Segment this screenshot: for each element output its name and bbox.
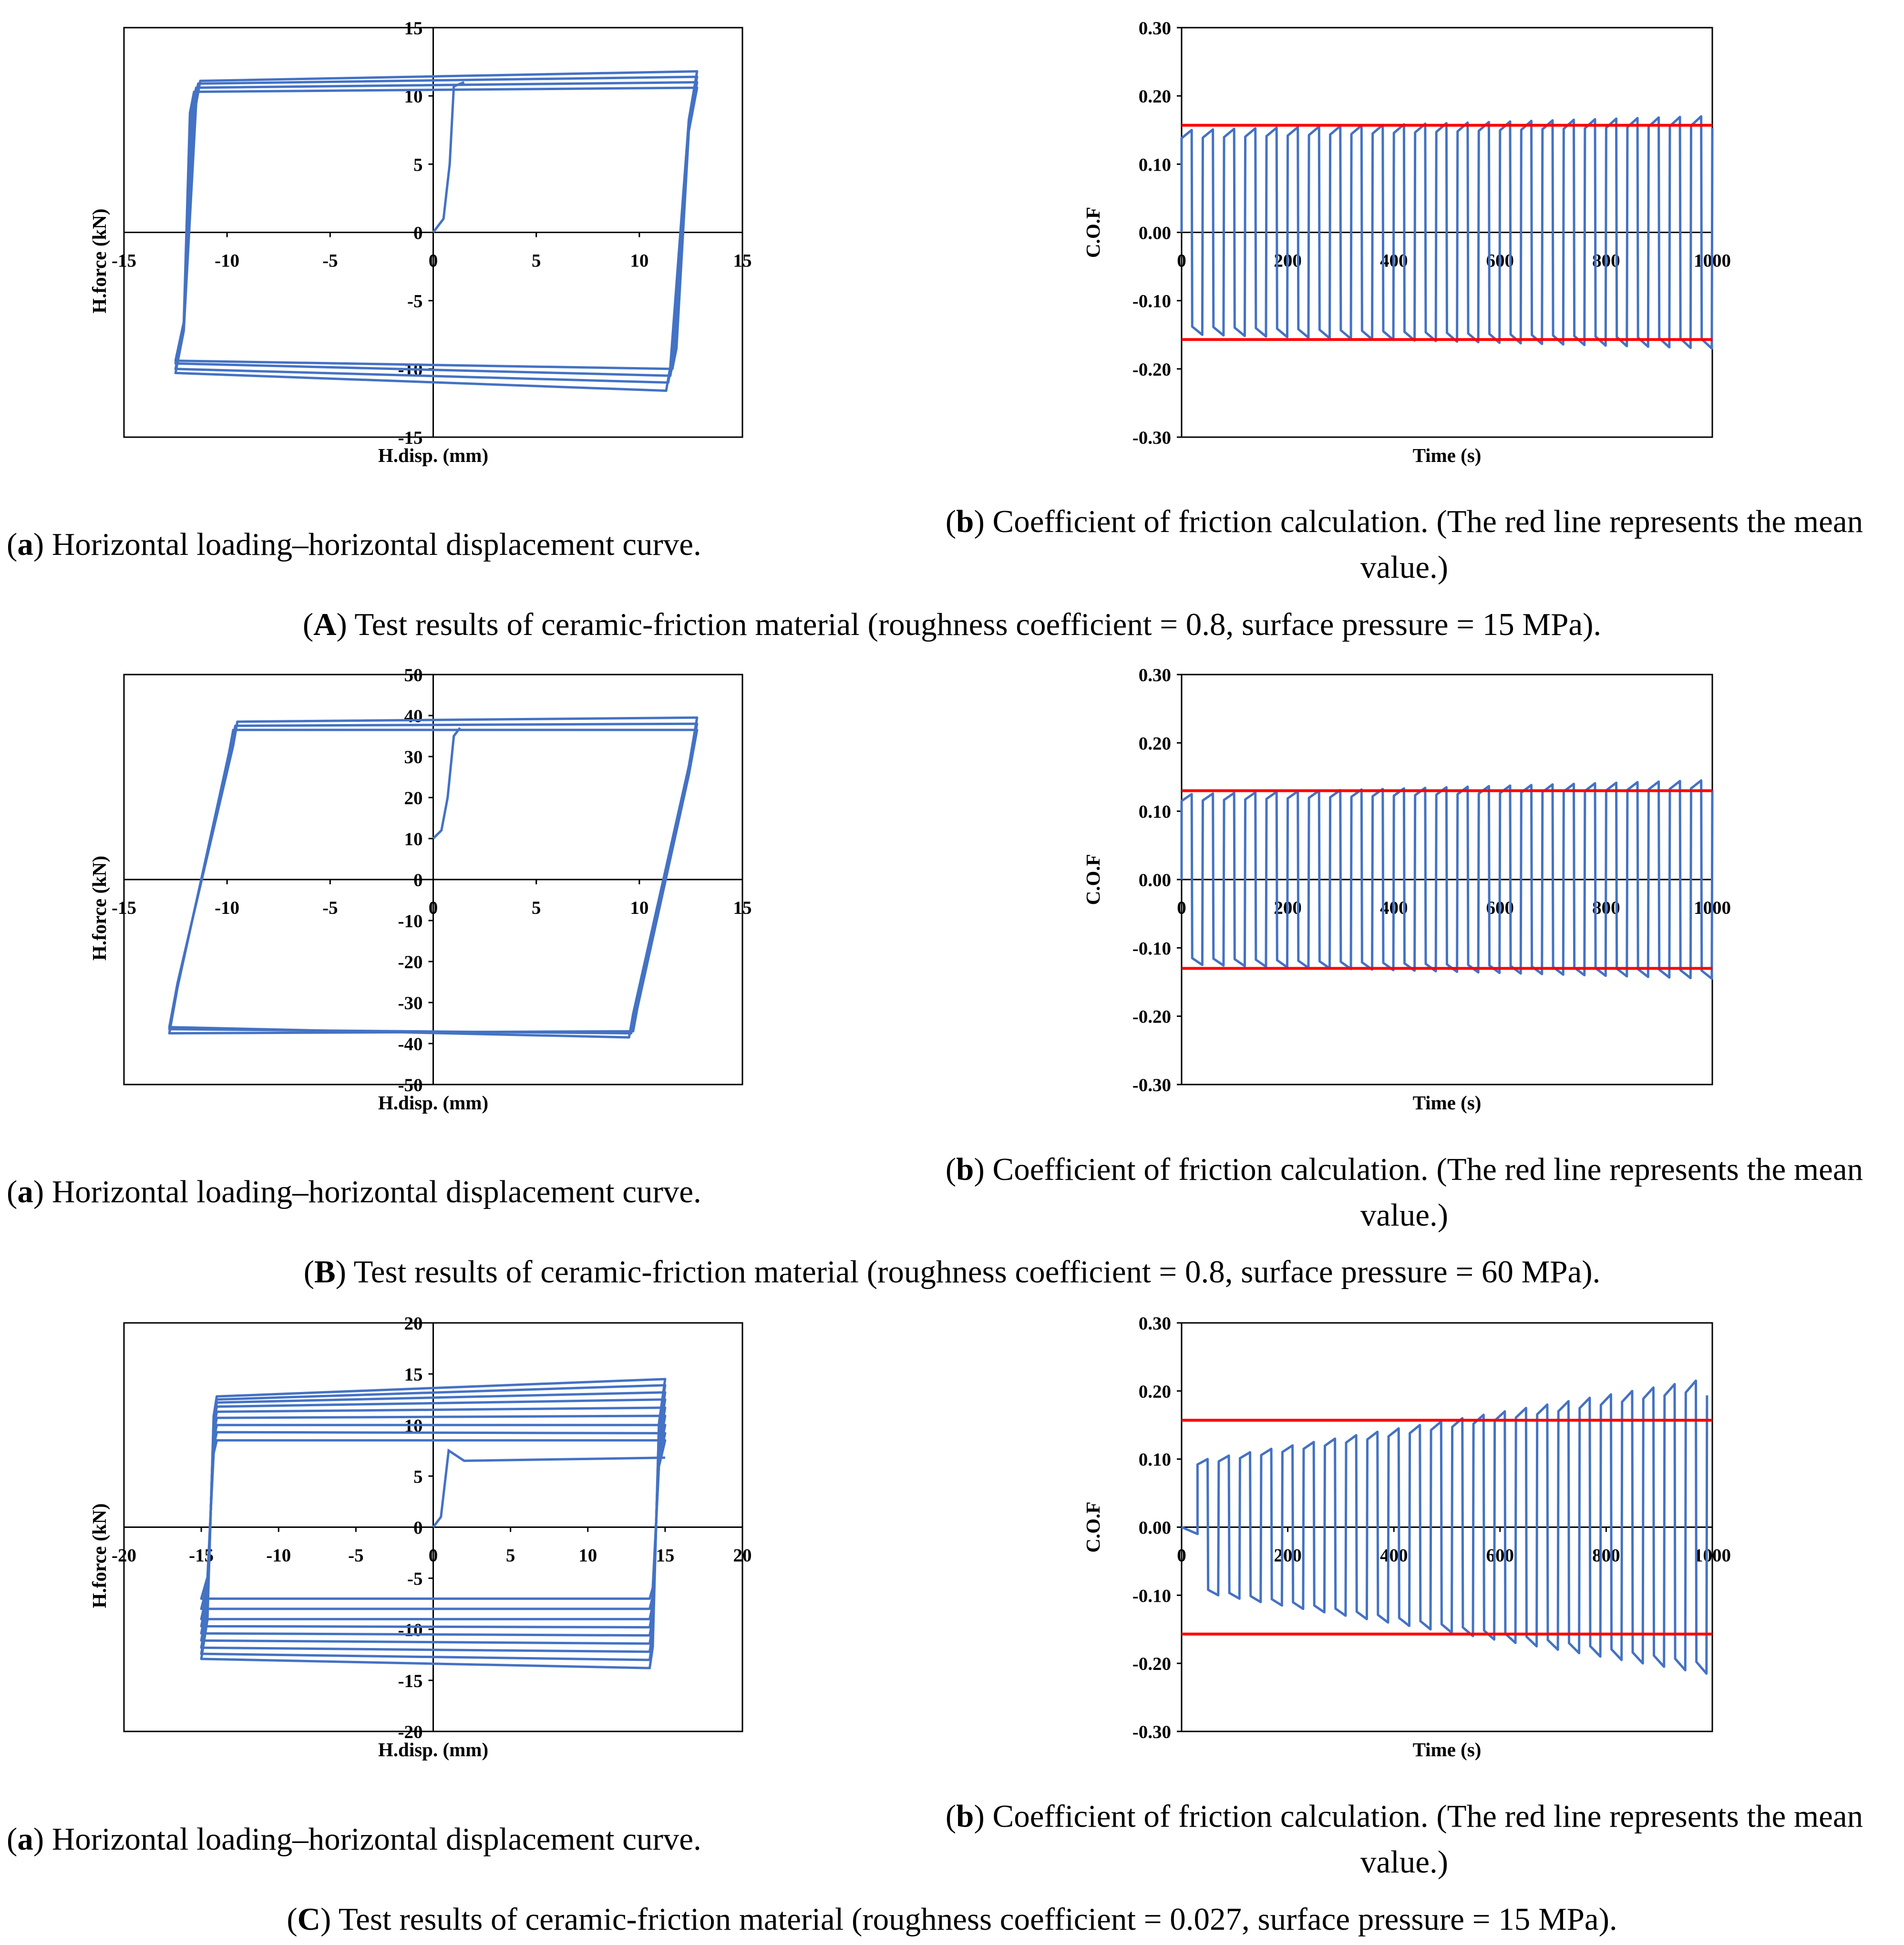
x-tick-label: 0	[1177, 250, 1186, 271]
x-tick-label: 15	[656, 1545, 675, 1566]
y-axis-title: H.force (kN)	[88, 208, 110, 314]
y-tick-label: 15	[404, 18, 423, 39]
x-tick-label: 15	[733, 898, 752, 918]
x-tick-label: -10	[215, 250, 240, 271]
x-tick-label: -5	[322, 250, 338, 271]
y-tick-label: 10	[404, 1415, 423, 1436]
y-tick-label: -0.30	[1132, 1075, 1171, 1095]
caption-b-row1: (b) Coefficient of friction calculation. (The red line represents the mean value.)	[945, 504, 1863, 585]
x-tick-label: -15	[112, 898, 136, 918]
x-tick-label: 5	[531, 898, 541, 918]
y-tick-label: -0.10	[1132, 938, 1171, 959]
x-tick-label: 400	[1379, 250, 1408, 271]
chart-B-b	[1082, 665, 1731, 1114]
y-tick-label: -5	[407, 1568, 423, 1589]
y-tick-label: 0.30	[1138, 1313, 1171, 1334]
x-tick-label: 10	[630, 898, 649, 918]
initial-loading-curve	[433, 82, 464, 233]
y-tick-label: -10	[398, 911, 423, 932]
y-tick-label: 10	[404, 829, 423, 850]
chart-A-a	[88, 18, 752, 466]
x-tick-label: 0	[428, 1545, 438, 1566]
x-tick-label: 600	[1486, 250, 1514, 271]
y-tick-label: 0.20	[1138, 1381, 1171, 1402]
y-tick-label: -20	[398, 952, 423, 972]
y-tick-label: 50	[404, 665, 423, 686]
y-tick-label: -50	[398, 1075, 423, 1095]
y-tick-label: -0.30	[1132, 1722, 1171, 1742]
x-tick-label: -20	[112, 1545, 136, 1566]
y-tick-label: -10	[398, 359, 423, 380]
x-tick-label: 800	[1592, 250, 1620, 271]
x-tick-label: 200	[1274, 250, 1302, 271]
x-tick-label: 400	[1379, 898, 1408, 918]
x-tick-label: 0	[428, 250, 438, 271]
y-tick-label: 0.10	[1138, 1449, 1171, 1470]
x-tick-label: -5	[348, 1545, 364, 1566]
x-tick-label: 400	[1379, 1545, 1408, 1566]
y-tick-label: 20	[404, 788, 423, 809]
y-tick-label: 0.10	[1138, 154, 1171, 175]
x-tick-label: -10	[266, 1545, 291, 1566]
x-tick-label: 5	[505, 1545, 515, 1566]
initial-loading-curve	[433, 1451, 665, 1527]
y-tick-label: -5	[407, 291, 423, 312]
y-tick-label: 0	[413, 1517, 423, 1538]
y-tick-label: 0	[413, 223, 423, 244]
y-tick-label: 15	[404, 1364, 423, 1385]
y-tick-label: 10	[404, 86, 423, 107]
y-tick-label: 0.00	[1138, 1517, 1171, 1538]
y-tick-label: -15	[398, 428, 423, 448]
y-tick-label: 5	[413, 154, 423, 175]
chart-C-b	[1082, 1313, 1731, 1761]
caption-b-row3: (b) Coefficient of friction calculation. (The red line represents the mean value.)	[945, 1799, 1863, 1880]
x-axis-title: H.disp. (mm)	[378, 1092, 489, 1114]
y-tick-label: -10	[398, 1619, 423, 1640]
y-tick-label: 30	[404, 747, 423, 768]
y-axis-title: H.force (kN)	[88, 855, 110, 961]
x-tick-label: 10	[578, 1545, 597, 1566]
x-tick-label: 5	[531, 250, 541, 271]
x-axis-title: Time (s)	[1412, 1092, 1482, 1114]
x-tick-label: 800	[1592, 1545, 1620, 1566]
caption-a-row1: (a) Horizontal loading–horizontal displacement curve.	[7, 527, 701, 562]
caption-a-row2: (a) Horizontal loading–horizontal displacement curve.	[7, 1174, 701, 1209]
y-axis-title: H.force (kN)	[88, 1503, 110, 1608]
chart-A-b	[1082, 18, 1731, 466]
y-tick-label: -20	[398, 1722, 423, 1742]
y-tick-label: -0.10	[1132, 291, 1171, 312]
y-tick-label: -0.20	[1132, 1654, 1171, 1675]
x-tick-label: 600	[1486, 898, 1514, 918]
x-tick-label: 800	[1592, 898, 1620, 918]
y-axis-title: C.O.F	[1082, 1501, 1104, 1553]
y-tick-label: 0.30	[1138, 665, 1171, 686]
x-tick-label: 10	[630, 250, 649, 271]
x-tick-label: 0	[1177, 1545, 1186, 1566]
caption-b-row2: (b) Coefficient of friction calculation. (The red line represents the mean value.)	[945, 1152, 1863, 1233]
y-tick-label: 0.20	[1138, 86, 1171, 107]
y-tick-label: 0	[413, 870, 423, 891]
initial-loading-curve	[433, 728, 460, 839]
chart-B-a	[88, 665, 752, 1114]
x-tick-label: 1000	[1694, 898, 1731, 918]
y-tick-label: -40	[398, 1034, 423, 1054]
y-axis-title: C.O.F	[1082, 206, 1104, 258]
x-tick-label: 200	[1274, 1545, 1302, 1566]
y-tick-label: -0.30	[1132, 428, 1171, 448]
x-tick-label: -15	[189, 1545, 214, 1566]
x-axis-title: Time (s)	[1412, 444, 1482, 466]
y-tick-label: 40	[404, 706, 423, 727]
x-tick-label: -5	[322, 898, 338, 918]
y-tick-label: 0.30	[1138, 18, 1171, 39]
y-tick-label: -30	[398, 993, 423, 1013]
x-axis-title: Time (s)	[1412, 1739, 1482, 1761]
caption-main-C: (C) Test results of ceramic-friction material (roughness coefficient = 0.027, surface pressure = 15 MPa).	[287, 1902, 1617, 1937]
y-tick-label: 0.00	[1138, 223, 1171, 244]
y-axis-title: C.O.F	[1082, 854, 1104, 905]
x-axis-title: H.disp. (mm)	[378, 1739, 489, 1761]
hysteresis-cycle	[175, 72, 697, 391]
caption-main-B: (B) Test results of ceramic-friction material (roughness coefficient = 0.8, surface pressure = 60 MPa).	[303, 1254, 1601, 1290]
y-tick-label: 5	[413, 1466, 423, 1487]
x-tick-label: 0	[1177, 898, 1186, 918]
x-tick-label: 200	[1274, 898, 1302, 918]
x-tick-label: -10	[215, 898, 240, 918]
x-tick-label: 600	[1486, 1545, 1514, 1566]
y-tick-label: -0.20	[1132, 359, 1171, 380]
y-tick-label: 20	[404, 1313, 423, 1334]
x-tick-label: 1000	[1694, 250, 1731, 271]
y-tick-label: -0.10	[1132, 1586, 1171, 1607]
y-tick-label: -0.20	[1132, 1006, 1171, 1027]
x-tick-label: 1000	[1694, 1545, 1731, 1566]
y-tick-label: -15	[398, 1670, 423, 1691]
caption-a-row3: (a) Horizontal loading–horizontal displacement curve.	[7, 1822, 701, 1857]
x-tick-label: 0	[428, 898, 438, 918]
x-tick-label: -15	[112, 250, 136, 271]
x-axis-title: H.disp. (mm)	[378, 444, 489, 466]
x-tick-label: 20	[733, 1545, 752, 1566]
x-tick-label: 15	[733, 250, 752, 271]
y-tick-label: 0.20	[1138, 733, 1171, 754]
caption-main-A: (A) Test results of ceramic-friction material (roughness coefficient = 0.8, surface pressure = 15 MPa).	[302, 607, 1602, 642]
chart-C-a	[88, 1313, 752, 1761]
y-tick-label: 0.00	[1138, 870, 1171, 891]
y-tick-label: 0.10	[1138, 801, 1171, 822]
